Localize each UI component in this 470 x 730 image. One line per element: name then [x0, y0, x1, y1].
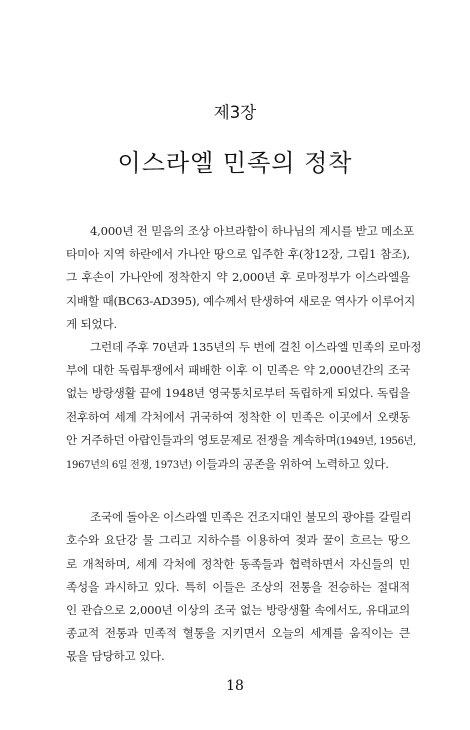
- text-line: 종교적 전통과 민족적 혈통을 지키면서 오늘의 세계를 움직이는 큰: [66, 626, 410, 641]
- text-line: 안 거주하던 아랍인들과의 영토문제로 전쟁을 계속하며: [66, 432, 337, 447]
- text-line: 게 되었다.: [66, 316, 117, 331]
- text-line: 없는 방랑생활 끝에 1948년 영국통치로부터 독립하게 되었다. 독립을: [66, 386, 410, 401]
- text-line-mixed: [66, 429, 416, 453]
- body-text: [66, 220, 422, 669]
- parenthetical-dates: (1949년, 1956년,: [336, 435, 416, 447]
- paragraph-3: [66, 506, 410, 668]
- text-line: 그런데 주후 70년과 135년의 두 번에 걸친 이스라엘 민족의 로마정: [90, 340, 422, 355]
- text-line: 지배할 때(BC63-AD395), 예수께서 탄생하여 새로운 역사가 이루어지: [66, 293, 416, 308]
- text-line: 전후하여 세계 각처에서 귀국하여 정착한 이 민족은 이곳에서 오랫동: [66, 409, 410, 424]
- text-line: 호수와 요단강 물 그리고 지하수를 이용하여 젖과 꿀이 흐르는 땅으: [66, 533, 410, 548]
- text-line: 몫을 담당하고 있다.: [66, 649, 165, 664]
- text-line: 조국에 돌아온 이스라엘 민족은 건조지대인 불모의 광야를 갈릴리: [90, 510, 412, 525]
- text-line: 인 관습으로 2,000년 이상의 조국 없는 방랑생활 속에서도, 유대교의: [66, 603, 410, 618]
- paragraph-2: [66, 336, 422, 477]
- text-line: 타미아 지역 하란에서 가나안 땅으로 입주한 후(창12장, 그림1 참조),: [66, 247, 410, 262]
- page-number: 18: [226, 678, 244, 694]
- text-line-mixed: [66, 453, 410, 477]
- paragraph-1: [66, 220, 416, 336]
- text-line: 부에 대한 독립투쟁에서 패배한 이후 이 민족은 약 2,000년간의 조국: [66, 363, 410, 378]
- text-line: 이들과의 공존을 위하여 노력하고 있다.: [191, 457, 389, 472]
- text-line: 족성을 과시하고 있다. 특히 이들은 조상의 전통을 전승하는 절대적: [66, 579, 410, 594]
- parenthetical-dates: 1967년의 6일 전쟁, 1973년): [66, 460, 192, 472]
- text-line: 로 개척하며, 세계 각처에 정착한 동족들과 협력하면서 자신들의 민: [66, 556, 410, 571]
- chapter-number: 제3장: [213, 103, 257, 122]
- text-line: 4,000년 전 믿음의 조상 아브라함이 하나님의 계시를 받고 메소포: [90, 224, 415, 238]
- chapter-title: 이스라엘 민족의 정착: [117, 149, 353, 177]
- text-line: 그 후손이 가나안에 정착한지 약 2,000년 후 로마정부가 이스라엘을: [66, 270, 410, 285]
